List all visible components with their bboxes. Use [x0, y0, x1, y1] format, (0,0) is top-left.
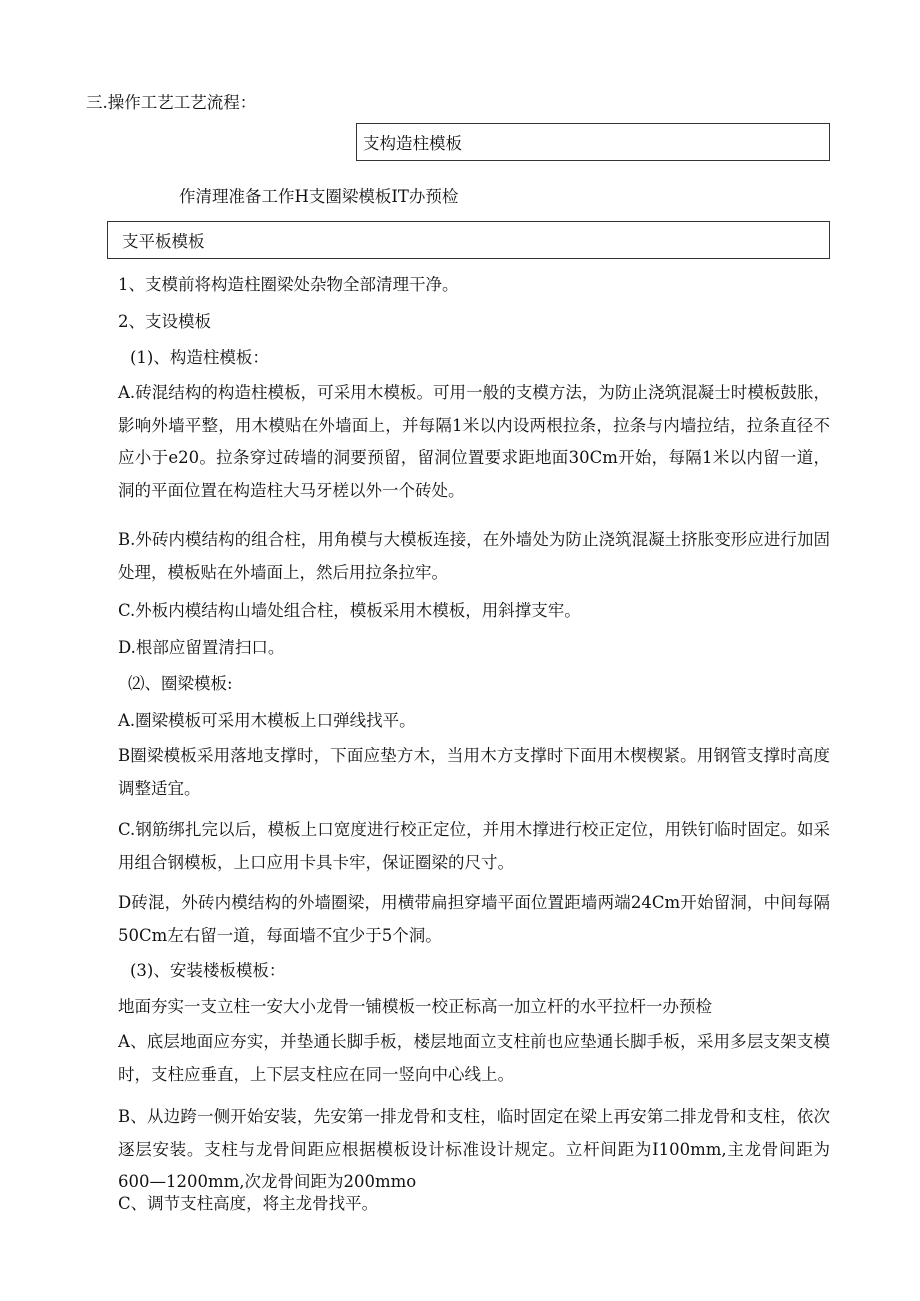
- floor-c: C、调节支柱高度，将主龙骨找平。: [118, 1194, 379, 1213]
- ring-beam-d: D砖混，外砖内模结构的外墙圈梁，用横带扁担穿墙平面位置距墙两端24Cm开始留洞，中间每隔50Cm左右留一道，每面墙不宜少于5个洞。: [118, 893, 830, 945]
- floor-a: A、底层地面应夯实，并垫通长脚手板，楼层地面立支柱前也应垫通长脚手板，采用多层支架支模时，支柱应垂直，上下层支柱应在同一竖向中心线上。: [118, 1032, 830, 1084]
- paragraph-d: D.根部应留置清扫口。: [118, 638, 285, 657]
- paragraph-b: B.外砖内模结构的组合柱，用角模与大模板连接，在外墙处为防止浇筑混凝土挤胀变形应进行加固处理，模板贴在外墙面上，然后用拉条拉牢。: [118, 530, 830, 582]
- item-2: 2、支设模板: [118, 312, 211, 331]
- paragraph-c: C.外板内模结构山墙处组合柱，模板采用木模板，用斜撑支牢。: [118, 601, 581, 620]
- floor-process-flow: 地面夯实一支立柱一安大小龙骨一铺模板一校正标高一加立杆的水平拉杆一办预检: [118, 997, 712, 1016]
- flow-box-label: 支平板模板: [122, 232, 205, 251]
- flow-box-floor-slab: [107, 221, 830, 259]
- ring-beam-c: C.钢筋绑扎完以后，模板上口宽度进行校正定位，并用木撑进行校正定位，用铁钉临时固定。如采用组合钢模板，上口应用卡具卡牢，保证圈梁的尺寸。: [118, 820, 830, 872]
- flow-box-label: 支构造柱模板: [363, 134, 462, 153]
- ring-beam-b: B圈梁模板采用落地支撑时，下面应垫方木，当用木方支撑时下面用木楔楔紧。用钢管支撑时高度调整适宜。: [118, 746, 830, 798]
- flow-box-construct-column: [356, 123, 830, 161]
- subheading-column-formwork: (1)、构造柱模板：: [130, 348, 269, 367]
- section-heading: 三.操作工艺工艺流程：: [86, 93, 257, 112]
- ring-beam-a: A.圈梁模板可采用木模板上口弹线找平。: [118, 711, 416, 730]
- subheading-floor-formwork: (3)、安装楼板模板：: [130, 961, 286, 980]
- item-1: 1、支模前将构造柱圈梁处杂物全部清理干净。: [118, 275, 459, 294]
- paragraph-a: A.砖混结构的构造柱模板，可采用木模板。可用一般的支模方法，为防止浇筑混凝士时模板鼓胀，影响外墙平整，用木模贴在外墙面上，并每隔1米以内设两根拉条，拉条与内墙拉结，拉条直径不应小于e20。拉条穿过砖墙的洞要预留，留洞位置要求距地面30Cm开始，每隔1米以内留一道，洞的平面位置在构造柱大马牙槎以外一个砖处。: [118, 383, 830, 500]
- flow-middle-line: 作清理准备工作H支圈梁模板IT办预检: [179, 187, 459, 206]
- subheading-ring-beam: ⑵、圈梁模板:: [128, 674, 233, 693]
- floor-b: B、从边跨一侧开始安装，先安第一排龙骨和支柱，临时固定在梁上再安第二排龙骨和支柱，依次逐层安装。支柱与龙骨间距应根据模板设计标准设计规定。立杆间距为I100mm,主龙骨间距为600—1200mm,次龙骨间距为200mmo: [118, 1107, 830, 1191]
